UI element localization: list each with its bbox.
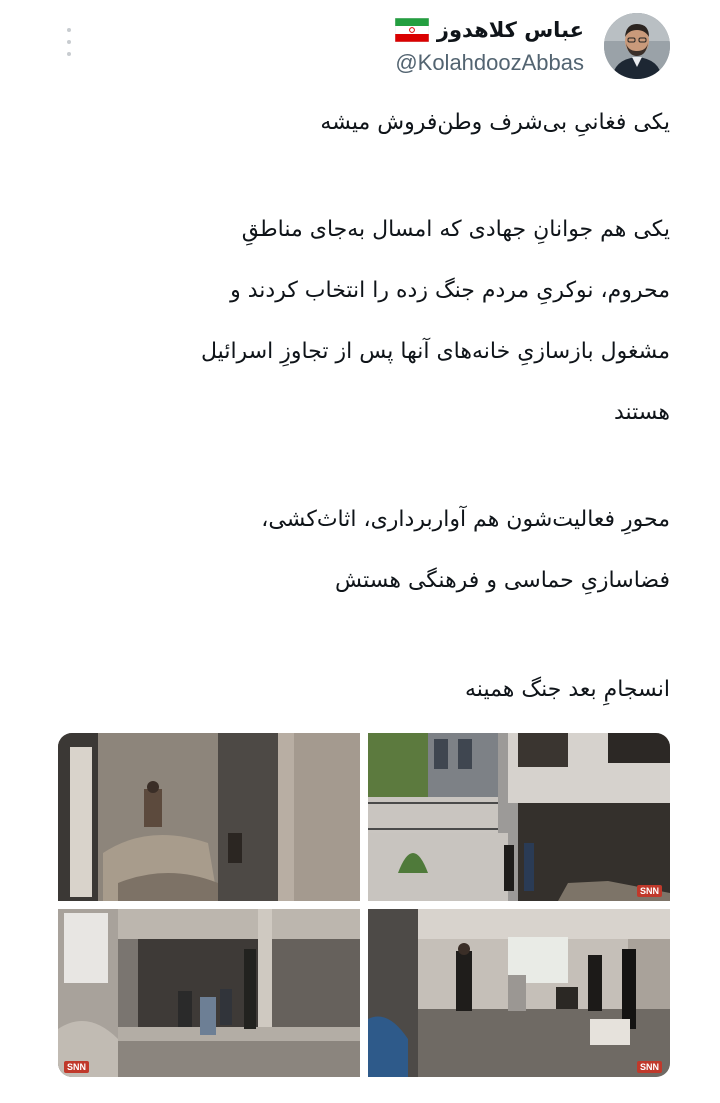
author-names <box>395 14 584 76</box>
media-photo-rubble-interior[interactable] <box>58 733 360 901</box>
more-options-icon[interactable] <box>62 28 76 56</box>
tweet-line: هستند <box>613 400 670 425</box>
media-watermark: SNN <box>637 885 662 897</box>
media-watermark: SNN <box>637 1061 662 1073</box>
avatar[interactable] <box>604 13 670 79</box>
tweet-line: فضاسازیِ حماسی و فرهنگی هستش <box>335 568 670 593</box>
author-display-name-row[interactable] <box>395 14 584 46</box>
media-photo-building-facade[interactable] <box>368 733 670 901</box>
tweet-line: محورِ فعالیت‌شون هم آواربرداری، اثاث‌کشی، <box>261 507 670 532</box>
tweet-line: محروم، نوکریِ مردم جنگ زده را انتخاب کردند و <box>230 278 670 303</box>
tweet-line: یکی هم جوانانِ جهادی که امسال به‌جای مناطقِ <box>241 217 670 242</box>
tweet-line: یکی فغانیِ بی‌شرف وطن‌فروش میشه <box>320 110 670 135</box>
media-grid <box>58 733 670 1077</box>
author-display-name[interactable]: عباس کلاهدوز <box>436 18 584 42</box>
author-handle[interactable]: @KolahdoozAbbas <box>395 50 584 75</box>
media-photo-damaged-balcony[interactable] <box>58 909 360 1077</box>
iran-flag-icon <box>395 18 429 42</box>
tweet-text <box>40 92 670 720</box>
media-watermark: SNN <box>64 1061 89 1073</box>
media-photo-workers-room[interactable] <box>368 909 670 1077</box>
tweet-line: انسجامِ بعد جنگ همینه <box>465 677 670 702</box>
tweet-line: مشغول بازسازیِ خانه‌های آنها پس از تجاوزِ اسرائیل <box>201 339 670 364</box>
